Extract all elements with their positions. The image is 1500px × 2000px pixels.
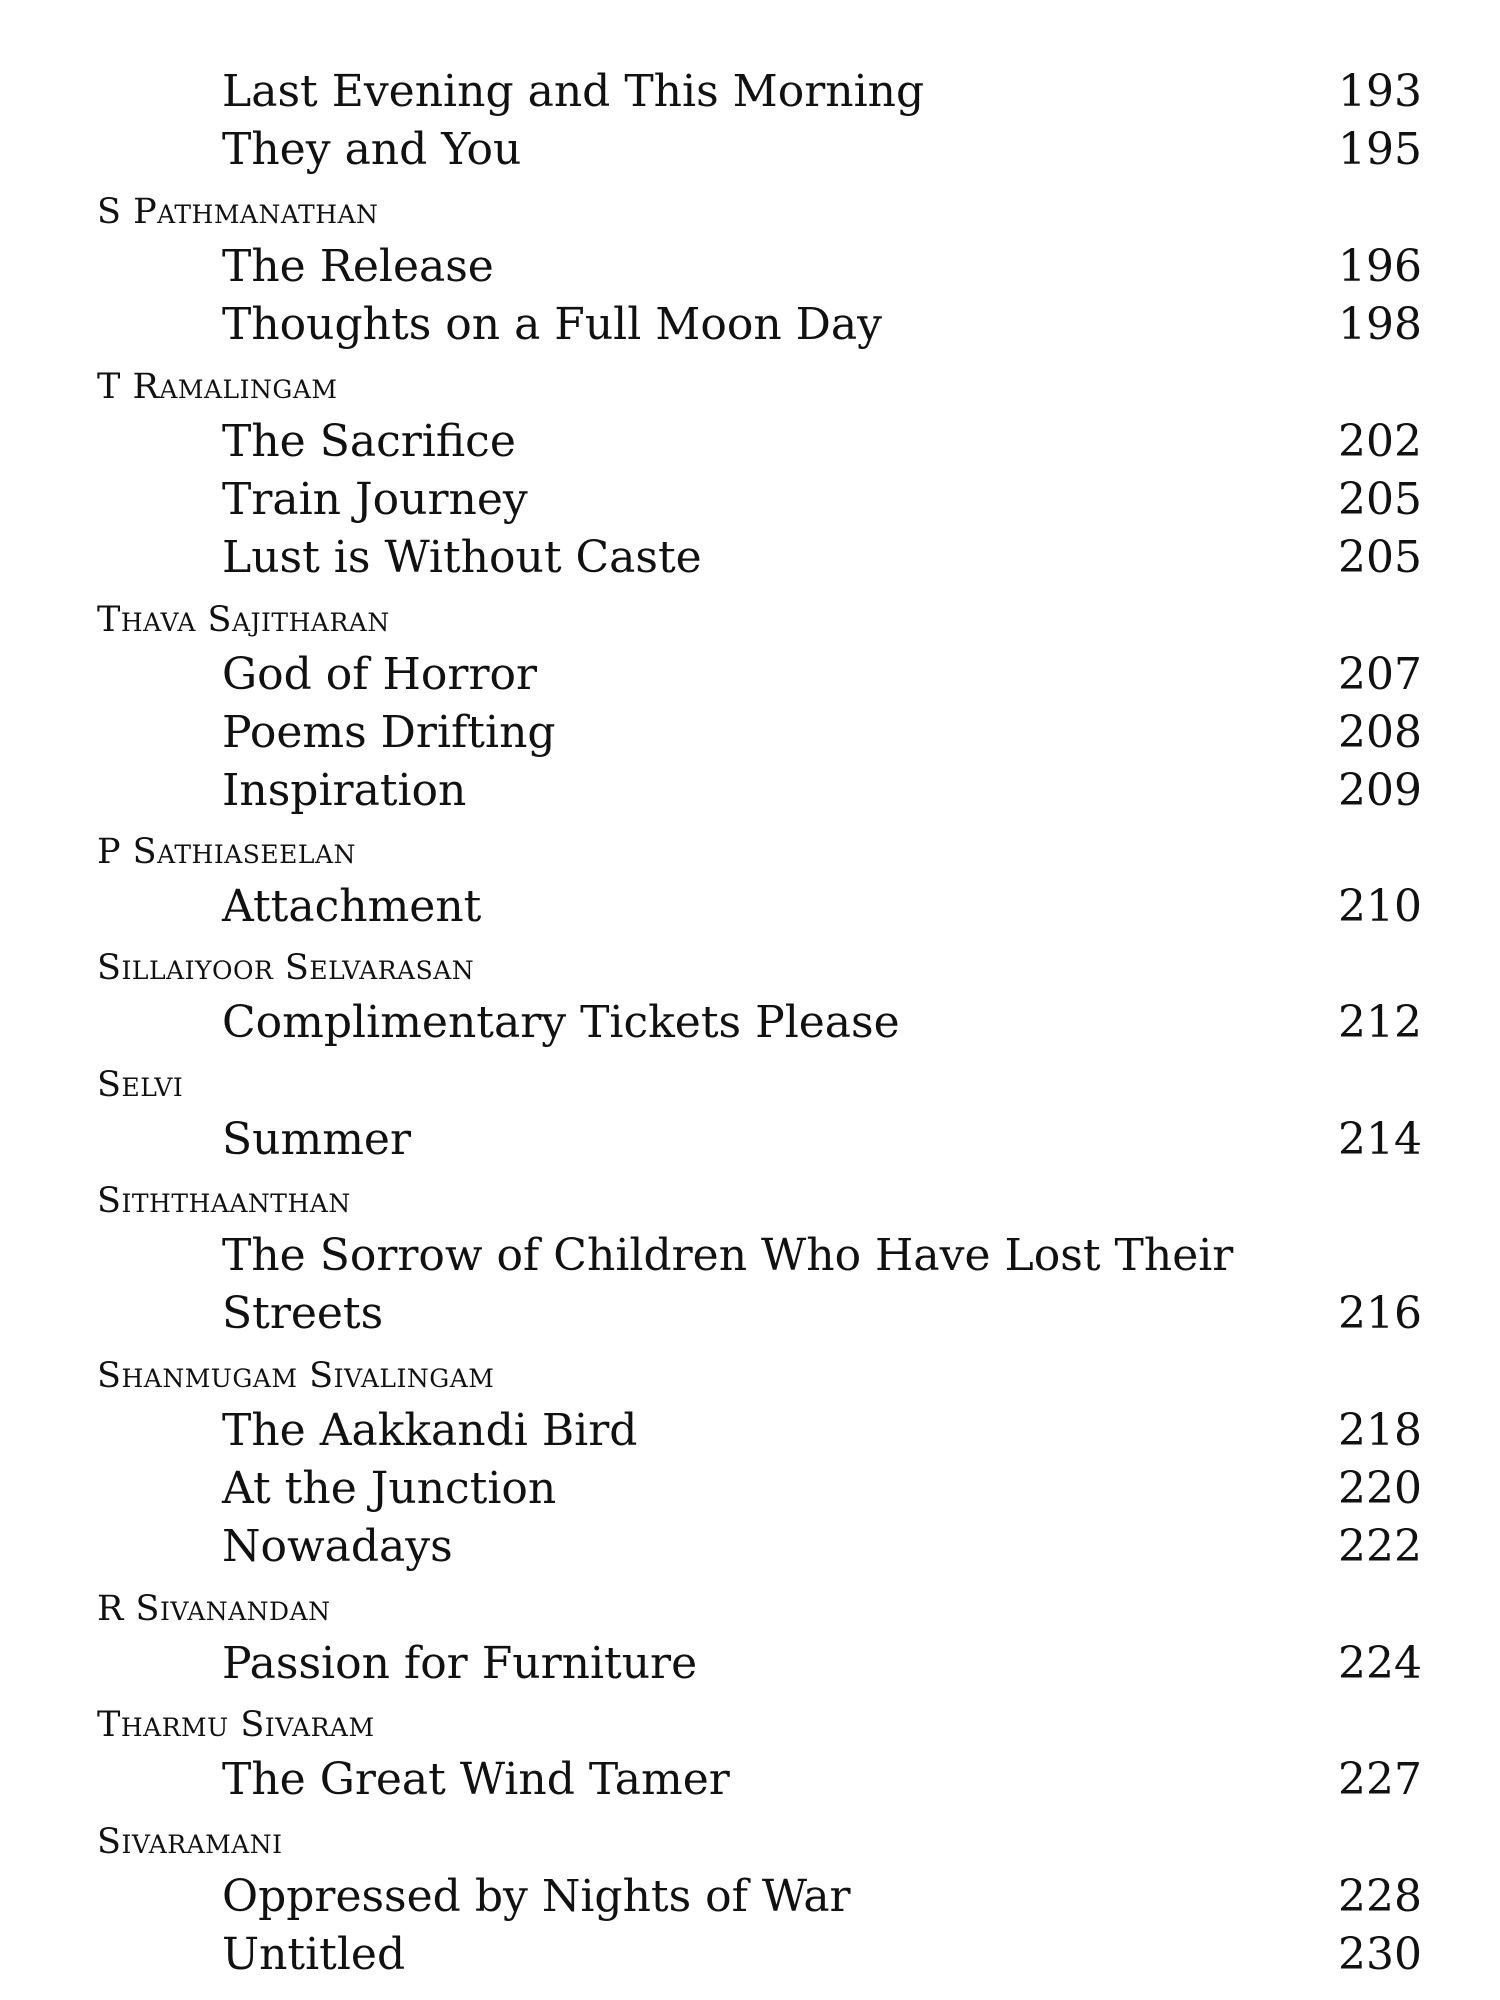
poem-title: The Release (222, 241, 494, 292)
poem-title: The Aakkandi Bird (222, 1405, 638, 1456)
page-number: 209 (1338, 765, 1422, 816)
page-number: 193 (1338, 66, 1422, 117)
page-number: 228 (1338, 1871, 1422, 1922)
poem-title: Poems Drifting (222, 707, 556, 758)
page-number: 224 (1338, 1638, 1422, 1689)
poem-title: The Sorrow of Children Who Have Lost Their (222, 1230, 1234, 1281)
page-number: 208 (1338, 707, 1422, 758)
author-heading: T Ramalingam (97, 367, 338, 407)
page-number: 212 (1338, 997, 1422, 1048)
author-heading: Siththaanthan (97, 1181, 351, 1221)
poem-title: Nowadays (222, 1521, 453, 1572)
author-heading: Sillaiyoor Selvarasan (97, 948, 475, 988)
author-heading: Shanmugam Sivalingam (97, 1356, 495, 1396)
page-number: 230 (1338, 1929, 1422, 1980)
poem-title: They and You (222, 124, 522, 175)
poem-title: Summer (222, 1114, 411, 1165)
poem-title: Attachment (222, 881, 482, 932)
poem-title: Streets (222, 1288, 384, 1339)
poem-title: Untitled (222, 1929, 406, 1980)
author-heading: Thava Sajitharan (97, 600, 390, 640)
poem-title: The Sacrifice (222, 416, 516, 467)
page-number: 205 (1338, 532, 1422, 583)
author-heading: P Sathiaseelan (97, 832, 356, 872)
poem-title: At the Junction (222, 1463, 557, 1514)
poem-title: Oppressed by Nights of War (222, 1871, 851, 1922)
poem-title: Thoughts on a Full Moon Day (222, 299, 883, 350)
page-number: 227 (1338, 1754, 1422, 1805)
page-number: 198 (1338, 299, 1422, 350)
page-number: 218 (1338, 1405, 1422, 1456)
page-number: 210 (1338, 881, 1422, 932)
page-number: 202 (1338, 416, 1422, 467)
poem-title: God of Horror (222, 649, 538, 700)
author-heading: S Pathmanathan (97, 192, 379, 232)
page-number: 195 (1338, 124, 1422, 175)
poem-title: The Great Wind Tamer (222, 1754, 730, 1805)
page-number: 207 (1338, 649, 1422, 700)
poem-title: Inspiration (222, 765, 467, 816)
author-heading: Tharmu Sivaram (97, 1705, 375, 1745)
author-heading: R Sivanandan (97, 1589, 331, 1629)
page-number: 196 (1338, 241, 1422, 292)
page-number: 214 (1338, 1114, 1422, 1165)
author-heading: Sivaramani (97, 1822, 283, 1862)
author-heading: Selvi (97, 1065, 184, 1105)
page-number: 220 (1338, 1463, 1422, 1514)
poem-title: Last Evening and This Morning (222, 66, 925, 117)
poem-title: Train Journey (222, 474, 528, 525)
poem-title: Complimentary Tickets Please (222, 997, 900, 1048)
page-number: 222 (1338, 1521, 1422, 1572)
poem-title: Passion for Furniture (222, 1638, 698, 1689)
poem-title: Lust is Without Caste (222, 532, 702, 583)
page-number: 205 (1338, 474, 1422, 525)
page-number: 216 (1338, 1288, 1422, 1339)
